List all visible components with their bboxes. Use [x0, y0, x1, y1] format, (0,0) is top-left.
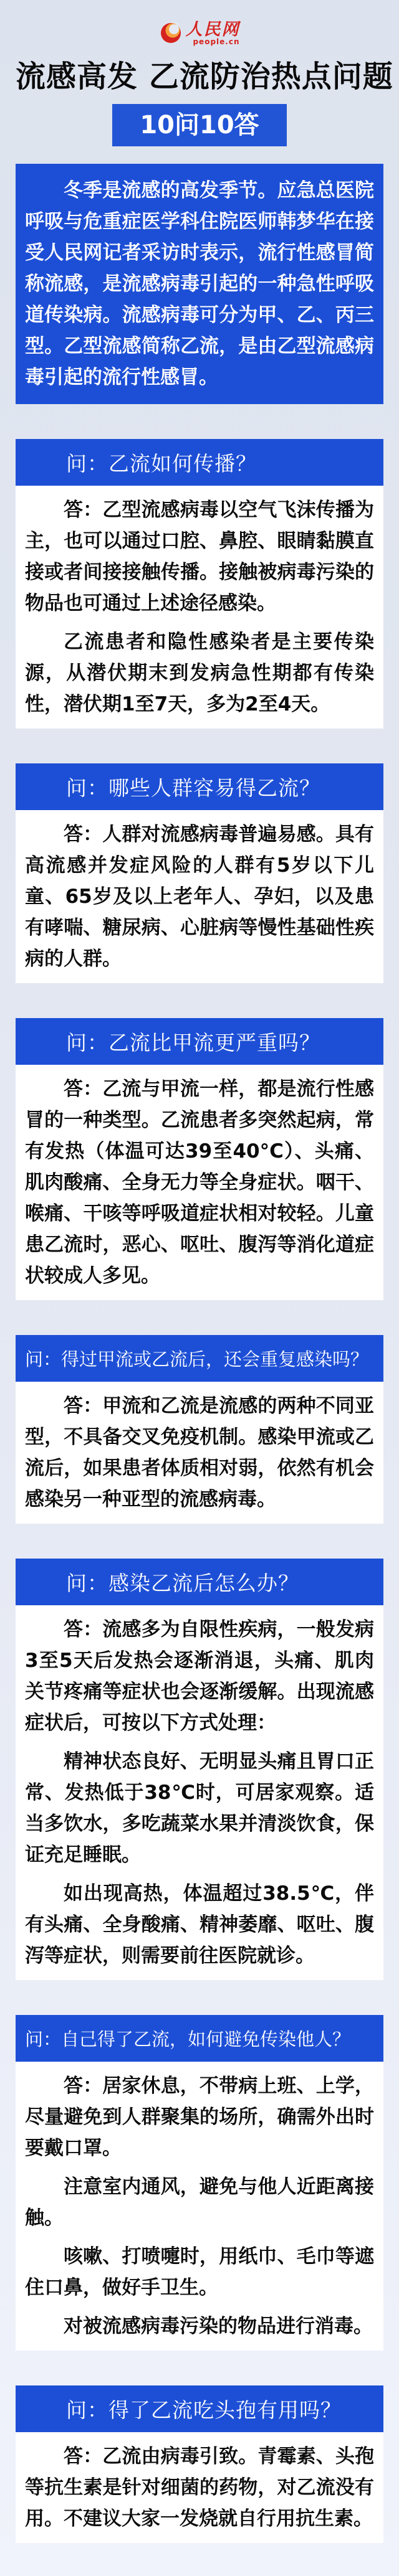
answer-paragraph: 对被流感病毒污染的物品进行消毒。 [64, 2315, 373, 2338]
answer-box [16, 486, 383, 729]
qa-section [16, 763, 383, 983]
answer-box [16, 1382, 383, 1524]
question-text: 问：乙流如何传播？ [66, 451, 257, 476]
qa-count-badge: 10问10答 [112, 104, 286, 146]
question-text: 问：得了乙流吃头孢有用吗？ [66, 2398, 342, 2423]
qa-list [16, 439, 383, 2543]
answer-box [16, 1065, 383, 1300]
answer-paragraph: 答：乙流与甲流一样，都是流行性感冒的一种类型。乙流患者多突然起病，常有发热（体温可达39至40°C）、头痛、肌肉酸痛、全身无力等全身症状。咽干、喉痛、干咳等呼吸道症状相对较轻。儿童患乙流时，恶心、呕吐、腹泻等消化道症状较成人多见。 [25, 1078, 374, 1288]
page-title: 流感高发 乙流防治热点问题 [16, 59, 393, 94]
question-text: 问：哪些人群容易得乙流？ [66, 776, 320, 801]
question-header [16, 2385, 383, 2432]
answer-box [16, 2062, 383, 2351]
answer-paragraph: 如出现高热，体温超过38.5℃，伴有头痛、全身酸痛、精神萎靡、呕吐、腹泻等症状，则需要前往医院就诊。 [25, 1882, 374, 1968]
question-header [16, 1018, 383, 1065]
answer-paragraph: 精神状态良好、无明显头痛且胃口正常、发热低于38℃时，可居家观察。适当多饮水，多吃蔬菜水果并清淡饮食，保证充足睡眠。 [25, 1750, 374, 1867]
answer-paragraph: 答：乙流由病毒引致。青霉素、头孢等抗生素是针对细菌的药物，对乙流没有用。不建议大家一发烧就自行用抗生素。 [25, 2445, 374, 2531]
qa-section [16, 1018, 383, 1300]
answer-box [16, 2432, 383, 2543]
qa-section [16, 439, 383, 729]
logo-text-group [186, 21, 240, 46]
question-text: 问：得过甲流或乙流后，还会重复感染吗？ [25, 1349, 369, 1371]
question-header [16, 1335, 383, 1382]
answer-paragraph: 答：流感多为自限性疾病，一般发病3至5天后发热会逐渐消退，头痛、肌肉关节疼痛等症状也会逐渐缓解。出现流感症状后，可按以下方式处理： [25, 1618, 374, 1735]
question-text: 问：感染乙流后怎么办？ [66, 1571, 299, 1596]
qa-section [16, 1335, 383, 1524]
people-cn-logo [16, 21, 383, 46]
question-text: 问：自己得了乙流，如何避免传染他人？ [25, 2029, 351, 2050]
answer-paragraph: 答：人群对流感病毒普遍易感。具有高流感并发症风险的人群有5岁以下儿童、65岁及以上老年人、孕妇，以及患有哮喘、糖尿病、心脏病等慢性基础性疾病的人群。 [25, 823, 374, 971]
intro-paragraph: 冬季是流感的高发季节。应急总医院呼吸与危重症医学科住院医师韩梦华在接受人民网记者采访时表示，流行性感冒简称流感，是流感病毒引起的一种急性呼吸道传染病。流感病毒可分为甲、乙、丙三型。乙型流感简称乙流，是由乙型流感病毒引起的流行性感冒。 [25, 179, 374, 389]
answer-box [16, 1605, 383, 1980]
answer-paragraph: 咳嗽、打喷嚏时，用纸巾、毛巾等遮住口鼻，做好手卫生。 [25, 2245, 374, 2300]
question-header [16, 763, 383, 810]
qa-section [16, 2385, 383, 2543]
answer-paragraph: 注意室内通风，避免与他人近距离接触。 [25, 2176, 374, 2230]
answer-paragraph: 答：乙型流感病毒以空气飞沫传播为主，也可以通过口腔、鼻腔、眼睛黏膜直接或者间接接触传播。接触被病毒污染的物品也可通过上述途径感染。 [25, 499, 374, 615]
answer-paragraph: 答：居家休息，不带病上班、上学，尽量避免到人群聚集的场所，确需外出时要戴口罩。 [25, 2075, 374, 2160]
question-header [16, 1559, 383, 1605]
answer-paragraph: 乙流患者和隐性感染者是主要传染源，从潜伏期末到发病急性期都有传染性，潜伏期1至7天，多为2至4天。 [25, 631, 374, 716]
logo-cn-text: 人民网 [185, 20, 240, 39]
question-header [16, 439, 383, 486]
qa-section [16, 2015, 383, 2351]
intro-box [16, 164, 383, 404]
question-text: 问：乙流比甲流更严重吗？ [66, 1031, 320, 1055]
logo-en-text: people.cn [193, 37, 240, 46]
people-cn-globe-icon [160, 21, 182, 44]
qa-section [16, 1559, 383, 1980]
answer-paragraph: 答：甲流和乙流是流感的两种不同亚型，不具备交叉免疫机制。感染甲流或乙流后，如果患者体质相对弱，依然有机会感染另一种亚型的流感病毒。 [25, 1395, 374, 1511]
question-header [16, 2015, 383, 2062]
answer-box [16, 810, 383, 983]
